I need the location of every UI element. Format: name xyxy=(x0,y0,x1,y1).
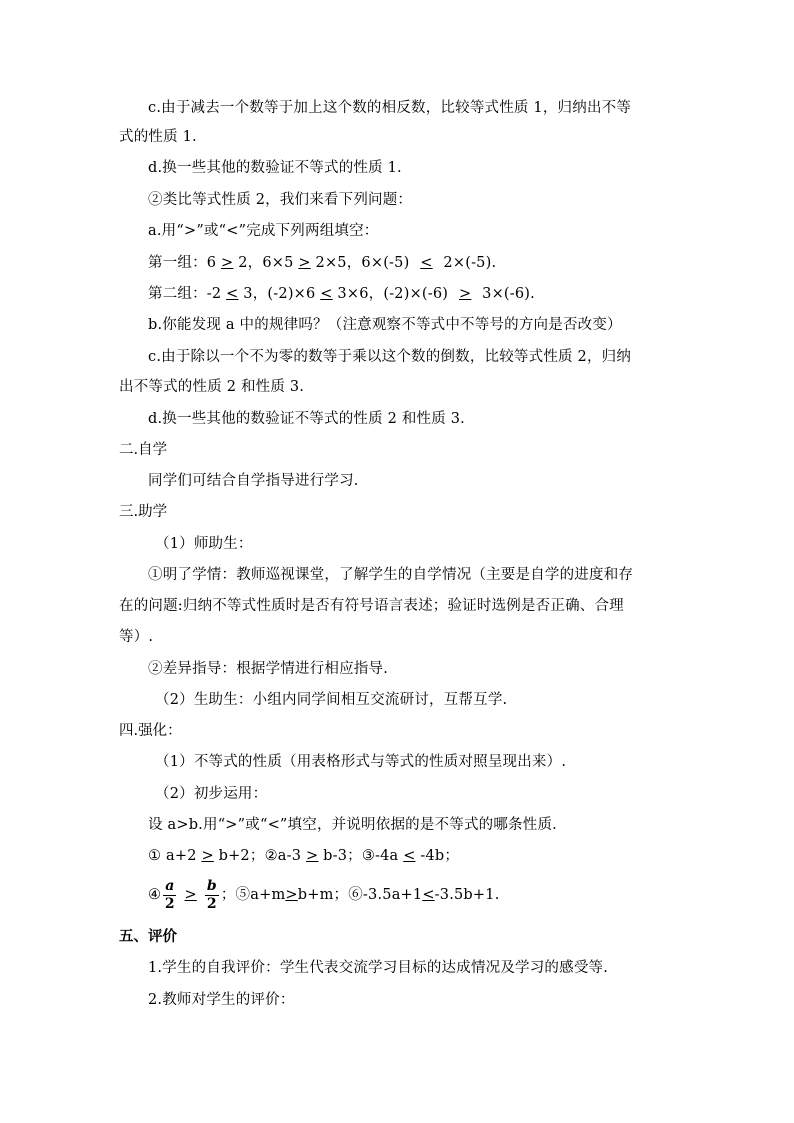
exercise-line-2 xyxy=(148,874,500,916)
exercise-1-answer: > xyxy=(201,848,214,864)
paragraph-learning-status: ①明了学情：教师巡视课堂，了解学生的自学情况（主要是自学的进度和存 xyxy=(148,567,634,583)
exercise-3-answer: < xyxy=(403,848,416,864)
paragraph-c-property1-cont: 式的性质 1. xyxy=(119,129,197,145)
paragraph-c-property23: c.由于除以一个不为零的数等于乘以这个数的倒数，比较等式性质 2，归纳 xyxy=(148,349,632,365)
group-two-text-3: 3×(-6). xyxy=(477,286,535,302)
paragraph-analogy-property2: ②类比等式性质 2，我们来看下列问题： xyxy=(148,192,413,208)
paragraph-c-property23-cont: 出不等式的性质 2 和性质 3. xyxy=(119,379,305,395)
fraction-b-denominator: 2 xyxy=(206,895,217,912)
exercise-2-text: b-3；③-4a xyxy=(318,848,404,864)
exercise-5-text-prefix: ；⑤a+m xyxy=(220,887,286,903)
paragraph-learning-status-cont1: 在的问题:归纳不等式性质时是否有符号语言表述；验证时选例是否正确、合理 xyxy=(119,598,624,614)
fraction-b-numerator: b xyxy=(206,877,217,894)
exercise-3-text: -4b； xyxy=(415,848,460,864)
exercise-1-text: b+2；②a-3 xyxy=(213,848,306,864)
group-one-answer-2: > xyxy=(298,255,311,271)
fraction-b-over-2 xyxy=(205,878,219,913)
group-one-text-2: 2×5，6×(-5) xyxy=(310,255,415,271)
section-heading-assist: 三.助学 xyxy=(119,504,168,520)
paragraph-b-pattern: b.你能发现 a 中的规律吗？（注意观察不等式中不等号的方向是否改变） xyxy=(148,317,622,333)
group-one-line xyxy=(148,253,496,273)
exercise-5-answer: > xyxy=(285,887,298,903)
paragraph-exercise-instruction: 设 a>b.用“>”或“<”填空，并说明依据的是不等式的哪条性质. xyxy=(148,817,557,833)
group-one-answer-3: < xyxy=(420,255,433,271)
exercise-6-text: -3.5b+1. xyxy=(434,887,500,903)
paragraph-learning-status-cont2: 等）. xyxy=(119,629,154,645)
exercise-1-prefix: ① a+2 xyxy=(148,848,202,864)
paragraph-teacher-assist: （1）师助生： xyxy=(155,536,253,552)
paragraph-self-evaluation: 1.学生的自我评价：学生代表交流学习目标的达成情况及学习的感受等. xyxy=(148,960,609,976)
paragraph-differential-guidance: ②差异指导：根据学情进行相应指导. xyxy=(148,661,389,677)
group-one-text-1: 2，6×5 xyxy=(233,255,299,271)
exercise-2-answer: > xyxy=(305,848,319,864)
paragraph-d-property1: d.换一些其他的数验证不等式的性质 1. xyxy=(148,160,402,176)
section-heading-self-study: 二.自学 xyxy=(119,442,168,458)
paragraph-c-property1: c.由于减去一个数等于加上这个数的相反数，比较等式性质 1，归纳出不等 xyxy=(148,100,632,116)
paragraph-peer-assist: （2）生助生：小组内同学间相互交流研讨，互帮互学. xyxy=(155,692,508,708)
exercise-6-text-prefix: b+m；⑥-3.5a+1 xyxy=(297,887,423,903)
group-one-prefix: 第一组：6 xyxy=(148,255,222,271)
group-two-answer-2: < xyxy=(320,286,333,302)
group-two-text-2: 3×6，(-2)×(-6) xyxy=(332,286,453,302)
group-two-answer-3: > xyxy=(458,286,472,302)
group-two-answer-1: < xyxy=(226,286,239,302)
section-heading-evaluation: 五、评价 xyxy=(119,928,177,945)
exercise-line-1 xyxy=(148,846,459,866)
section-heading-reinforce: 四.强化： xyxy=(119,723,182,739)
exercise-4-answer: > xyxy=(184,887,197,903)
paragraph-teacher-evaluation: 2.教师对学生的评价： xyxy=(148,992,295,1008)
group-two-line xyxy=(148,284,535,304)
group-two-prefix: 第二组：-2 xyxy=(148,286,227,302)
group-one-answer-1: > xyxy=(221,255,234,271)
exercise-4-prefix: ④ xyxy=(148,887,162,903)
paragraph-self-study: 同学们可结合自学指导进行学习. xyxy=(148,473,359,489)
fraction-a-over-2 xyxy=(163,878,176,913)
fraction-a-numerator: a xyxy=(165,877,175,894)
paragraph-a-fill-blanks: a.用“>”或“<”完成下列两组填空： xyxy=(148,223,379,239)
exercise-6-answer: < xyxy=(422,887,435,903)
fraction-a-denominator: 2 xyxy=(164,895,175,912)
paragraph-d-property23: d.换一些其他的数验证不等式的性质 2 和性质 3. xyxy=(148,411,465,427)
paragraph-initial-application: （2）初步运用： xyxy=(155,786,268,802)
group-two-text-1: 3，(-2)×6 xyxy=(238,286,321,302)
paragraph-properties-table: （1）不等式的性质（用表格形式与等式的性质对照呈现出来）. xyxy=(155,754,567,770)
group-one-text-3: 2×(-5). xyxy=(438,255,497,271)
